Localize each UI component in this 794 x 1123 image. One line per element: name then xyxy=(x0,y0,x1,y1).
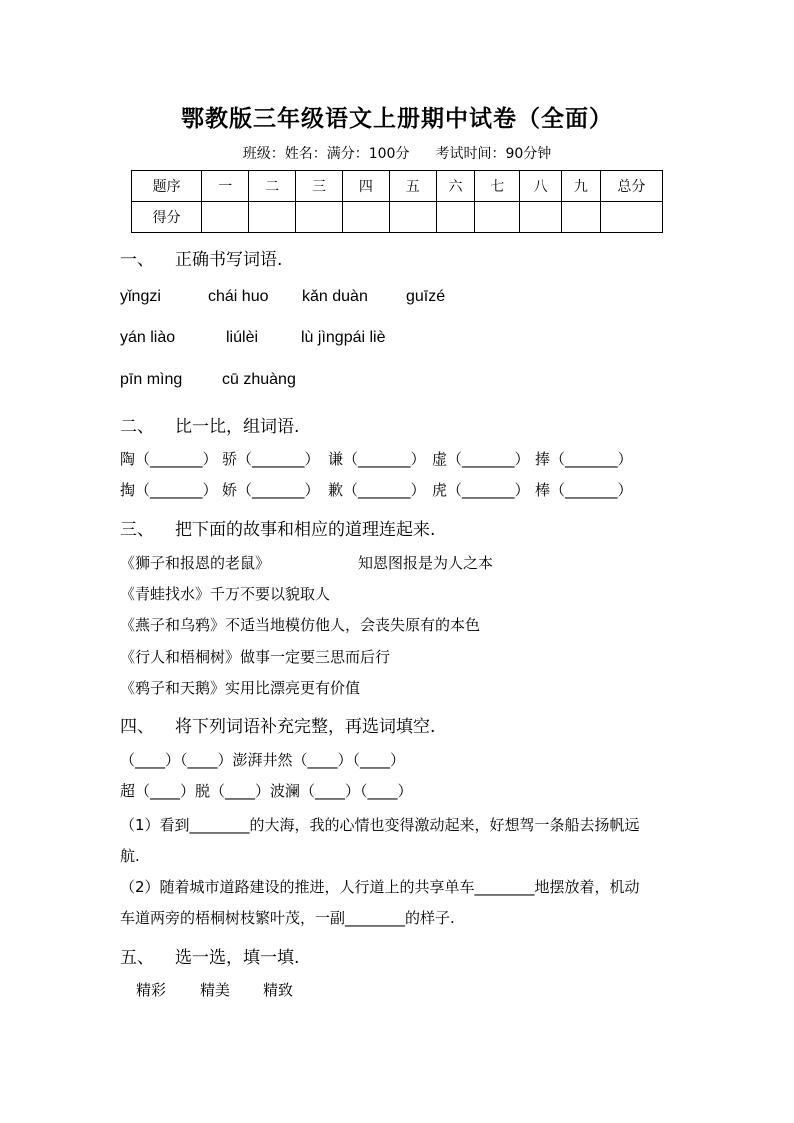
header-cell: 一 xyxy=(202,171,249,202)
header-cell: 五 xyxy=(389,171,436,202)
score-table-header-row xyxy=(132,171,663,202)
word-blank[interactable]: 谦（_______） xyxy=(328,450,426,468)
score-cell[interactable] xyxy=(296,202,343,233)
story-item: 《行人和梧桐树》做事一定要三思而后行 xyxy=(120,648,391,666)
story-item: 《燕子和乌鸦》不适当地模仿他人，会丧失原有的本色 xyxy=(120,616,481,634)
idiom-row[interactable]: （____）（____）澎湃井然（____）（____） xyxy=(120,751,406,769)
section-4-heading xyxy=(120,712,435,737)
pinyin-item: guīzé xyxy=(406,288,446,305)
header-cell: 八 xyxy=(520,171,562,202)
pinyin-item: yǐngzi xyxy=(120,288,161,305)
exam-info xyxy=(0,143,794,163)
score-cell[interactable] xyxy=(249,202,296,233)
exam-info-right: 考试时间：90分钟 xyxy=(435,146,552,162)
pinyin-item: chái huo xyxy=(208,288,269,305)
header-cell: 六 xyxy=(436,171,475,202)
score-cell[interactable] xyxy=(202,202,249,233)
section-2-heading xyxy=(120,412,299,437)
pinyin-item: cū zhuàng xyxy=(222,371,296,388)
header-cell: 总分 xyxy=(600,171,662,202)
word-blank[interactable]: 歉（_______） xyxy=(328,481,426,499)
section-5-heading xyxy=(120,943,299,968)
header-cell: 四 xyxy=(342,171,389,202)
section-title: 将下列词语补充完整，再选词填空. xyxy=(175,717,436,737)
header-cell: 七 xyxy=(475,171,520,202)
section-number: 三、 xyxy=(120,520,154,540)
word-blank[interactable]: 棒（_______） xyxy=(535,481,633,499)
section-title: 正确书写词语. xyxy=(175,250,283,270)
word-option: 精彩 xyxy=(136,981,167,999)
fill-question-cont: 航. xyxy=(120,847,140,865)
score-cell[interactable] xyxy=(562,202,601,233)
score-table xyxy=(131,170,663,233)
section-1-heading xyxy=(120,245,282,270)
section-number: 四、 xyxy=(120,717,154,737)
word-blank[interactable]: 骄（_______） xyxy=(222,450,320,468)
pinyin-item: lù jìngpái liè xyxy=(301,329,386,346)
fill-question: （1）看到________的大海，我的心情也变得激动起来，好想驾一条船去扬帆远 xyxy=(120,816,640,834)
score-cell[interactable] xyxy=(475,202,520,233)
section-number: 一、 xyxy=(120,250,154,270)
idiom-row[interactable]: 超（____）脱（____）波澜（____）（____） xyxy=(120,782,413,800)
header-cell: 二 xyxy=(249,171,296,202)
exam-info-left: 班级：姓名：满分：100分 xyxy=(242,146,410,162)
score-cell[interactable] xyxy=(342,202,389,233)
section-number: 二、 xyxy=(120,417,154,437)
section-title: 比一比，组词语. xyxy=(175,417,300,437)
pinyin-item: pīn mìng xyxy=(120,371,183,388)
fill-question: （2）随着城市道路建设的推进，人行道上的共享单车________地摆放着，机动 xyxy=(120,878,640,896)
story-item: 《狮子和报恩的老鼠》 xyxy=(120,554,271,572)
score-cell[interactable] xyxy=(520,202,562,233)
pinyin-item: liúlèi xyxy=(226,329,259,346)
header-cell: 九 xyxy=(562,171,601,202)
pinyin-item: yán liào xyxy=(120,329,176,346)
word-blank[interactable]: 陶（_______） xyxy=(120,450,218,468)
score-cell[interactable] xyxy=(600,202,662,233)
word-option: 精致 xyxy=(263,981,294,999)
word-blank[interactable]: 虎（_______） xyxy=(432,481,530,499)
section-title: 选一选，填一填. xyxy=(175,948,300,968)
score-cell[interactable] xyxy=(389,202,436,233)
story-item: 《青蛙找水》千万不要以貌取人 xyxy=(120,585,331,603)
word-blank[interactable]: 娇（_______） xyxy=(222,481,320,499)
header-cell: 三 xyxy=(296,171,343,202)
word-blank[interactable]: 虚（_______） xyxy=(432,450,530,468)
row-label: 得分 xyxy=(132,202,202,233)
word-blank[interactable]: 掏（_______） xyxy=(120,481,218,499)
story-item: 《鸦子和天鹅》实用比漂亮更有价值 xyxy=(120,679,361,697)
word-option: 精美 xyxy=(200,981,231,999)
section-title: 把下面的故事和相应的道理连起来. xyxy=(175,520,436,540)
section-number: 五、 xyxy=(120,948,154,968)
fill-question-cont: 车道两旁的梧桐树枝繁叶茂，一副________的样子. xyxy=(120,909,455,927)
page-title: 鄂教版三年级语文上册期中试卷（全面） xyxy=(181,105,613,132)
section-3-heading xyxy=(120,515,435,540)
word-blank[interactable]: 捧（_______） xyxy=(535,450,633,468)
score-table-score-row xyxy=(132,202,663,233)
score-cell[interactable] xyxy=(436,202,475,233)
lesson-item: 知恩图报是为人之本 xyxy=(358,554,494,572)
header-cell: 题序 xyxy=(132,171,202,202)
pinyin-item: kǎn duàn xyxy=(302,288,368,305)
